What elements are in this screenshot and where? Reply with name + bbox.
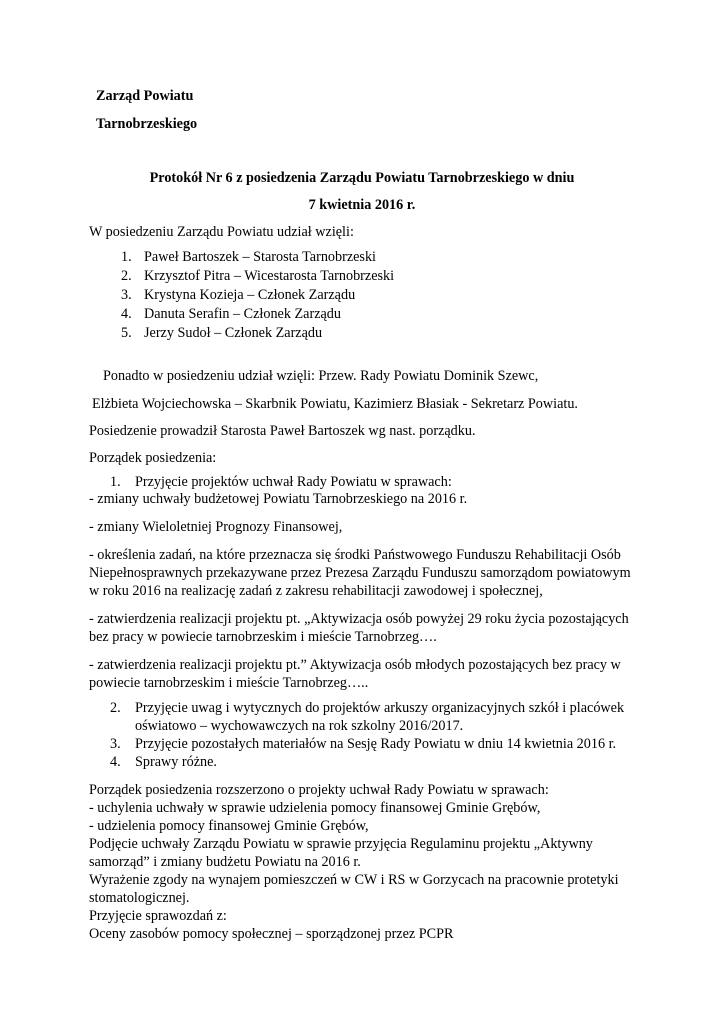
member-list-item <box>121 325 322 342</box>
list-text: Krystyna Kozieja – Członek Zarządu <box>144 287 356 303</box>
list-number: 1. <box>121 249 132 265</box>
agenda-item <box>110 736 616 753</box>
also-present-line2: Elżbieta Wojciechowska – Skarbnik Powiatu, Kazimierz Błasiak - Sekretarz Powiatu. <box>92 396 578 412</box>
agenda-subitem: powiecie tarnobrzeskim i mieście Tarnobrzeg….. <box>89 675 369 691</box>
list-text: Paweł Bartoszek – Starosta Tarnobrzeski <box>144 249 376 265</box>
list-number: 3. <box>110 736 121 752</box>
agenda-subitem: - zatwierdzenia realizacji projektu pt.” Aktywizacja osób młodych pozostających bez pracy w <box>89 657 621 673</box>
list-number: 3. <box>121 287 132 303</box>
agenda-heading: Porządek posiedzenia: <box>89 450 217 466</box>
also-present-line1: Ponadto w posiedzeniu udział wzięli: Przew. Rady Powiatu Dominik Szewc, <box>103 368 539 384</box>
extended-agenda-line: Podjęcie uchwały Zarządu Powiatu w sprawie przyjęcia Regulaminu projektu „Aktywny <box>89 836 593 852</box>
list-number: 2. <box>110 700 121 716</box>
document-title-line1: Protokół Nr 6 z posiedzenia Zarządu Powiatu Tarnobrzeskiego w dniu <box>149 170 575 186</box>
member-list-item <box>121 249 376 266</box>
extended-agenda-line: Oceny zasobów pomocy społecznej – sporządzonej przez PCPR <box>89 926 454 942</box>
member-list-item <box>121 306 341 323</box>
document-title-line2: 7 kwietnia 2016 r. <box>308 197 416 213</box>
list-text: Jerzy Sudoł – Członek Zarządu <box>144 325 323 341</box>
extended-agenda-line: samorząd” i zmiany budżetu Powiatu na 2016 r. <box>89 854 361 870</box>
list-number: 1. <box>110 474 121 490</box>
list-number: 4. <box>121 306 132 322</box>
extended-agenda-line: - udzielenia pomocy finansowej Gminie Grębów, <box>89 818 369 834</box>
agenda-subitem: bez pracy w powiecie tarnobrzeskim i mieście Tarnobrzeg…. <box>89 629 437 645</box>
list-text: Przyjęcie projektów uchwał Rady Powiatu w sprawach: <box>135 474 452 490</box>
list-number: 2. <box>121 268 132 284</box>
list-text: Sprawy różne. <box>135 754 217 770</box>
agenda-subitem: - zmiany Wieloletniej Prognozy Finansowej, <box>89 519 343 535</box>
list-text: Przyjęcie pozostałych materiałów na Sesję Rady Powiatu w dniu 14 kwietnia 2016 r. <box>135 736 617 752</box>
agenda-subitem: w roku 2016 na realizację zadań z zakresu rehabilitacji zawodowej i społecznej, <box>89 583 543 599</box>
extended-agenda-line: Wyrażenie zgody na wynajem pomieszczeń w CW i RS w Gorzycach na pracownie protetyki <box>89 872 619 888</box>
chair-statement: Posiedzenie prowadził Starosta Paweł Bartoszek wg nast. porządku. <box>89 423 476 439</box>
org-name-line2: Tarnobrzeskiego <box>96 116 198 132</box>
agenda-subitem: - zmiany uchwały budżetowej Powiatu Tarnobrzeskiego na 2016 r. <box>89 491 468 507</box>
extended-agenda-line: stomatologicznej. <box>89 890 190 906</box>
agenda-item <box>110 474 452 491</box>
list-number: 4. <box>110 754 121 770</box>
org-name-line1: Zarząd Powiatu <box>96 88 194 104</box>
list-text: Danuta Serafin – Członek Zarządu <box>144 306 341 322</box>
list-text: Przyjęcie uwag i wytycznych do projektów arkuszy organizacyjnych szkół i placówek <box>135 700 625 716</box>
agenda-item-continuation: oświatowo – wychowawczych na rok szkolny 2016/2017. <box>135 718 464 734</box>
member-list-item <box>121 287 355 304</box>
agenda-item <box>110 754 217 771</box>
extended-agenda-line: Porządek posiedzenia rozszerzono o projekty uchwał Rady Powiatu w sprawach: <box>89 782 549 798</box>
member-list-item <box>121 268 394 285</box>
agenda-subitem: - określenia zadań, na które przeznacza się środki Państwowego Funduszu Rehabilitacji Osób <box>89 547 621 563</box>
list-number: 5. <box>121 325 132 341</box>
list-text: Krzysztof Pitra – Wicestarosta Tarnobrzeski <box>144 268 395 284</box>
agenda-item <box>110 700 624 717</box>
attendance-intro: W posiedzeniu Zarządu Powiatu udział wzięli: <box>89 224 354 240</box>
extended-agenda-line: - uchylenia uchwały w sprawie udzielenia pomocy finansowej Gminie Grębów, <box>89 800 541 816</box>
agenda-subitem: Niepełnosprawnych przekazywane przez Prezesa Zarządu Funduszu samorządom powiatowym <box>89 565 631 581</box>
agenda-subitem: - zatwierdzenia realizacji projektu pt. „Aktywizacja osób powyżej 29 roku życia pozostających <box>89 611 629 627</box>
extended-agenda-line: Przyjęcie sprawozdań z: <box>89 908 227 924</box>
